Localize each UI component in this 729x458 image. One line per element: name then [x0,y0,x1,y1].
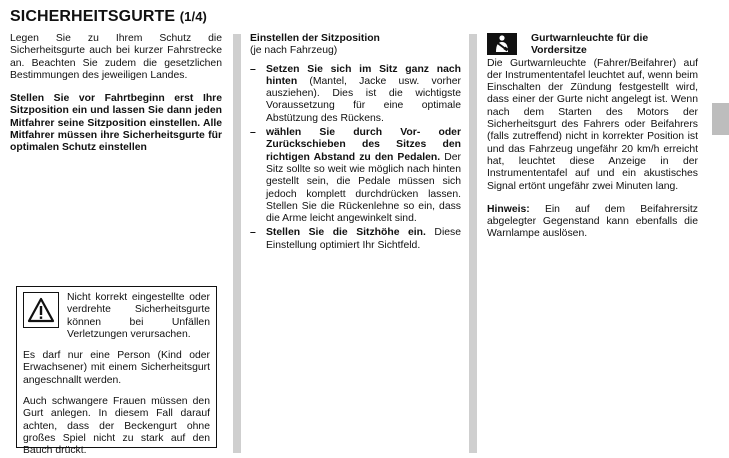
warning-one-person: Es darf nur eine Person (Kind oder Erwachsener) mit einem Sicherheitsgurt angeschnallt werden. [23,350,210,386]
list-item: – wählen Sie durch Vor- oder Zurückschieben des Sitzes den richtigen Abstand zu den Pedalen. Der Sitz sollte so weit wie möglich nach hinten gestellt sein, die Pedale müssen sich jedoch komplett durchdrücken lassen. Stellen Sie die Rückenlehne so ein, dass die Arme leicht angewinkelt sind. [250,127,461,225]
step-text: Diese Einstellung optimiert Ihr Sichtfeld. [266,227,461,251]
section-heading-lamp: Gurtwarnleuchte für die Vordersitze [531,33,649,57]
step-bold: Setzen Sie sich im Sitz ganz nach hinten [266,63,461,87]
seat-steps-list [250,64,461,252]
section-subheading: (je nach Fahrzeug) [250,45,338,57]
page-title [10,8,207,26]
note-text: Ein auf dem Beifahrersitz abgelegter Gegenstand kann ebenfalls die Warnlampe auslösen. [487,203,698,240]
column-3 [487,33,698,241]
warning-box [16,286,217,457]
column-2 [250,33,461,254]
column-divider-2 [469,34,477,453]
step-bold: Stellen Sie die Sitzhöhe ein. [266,227,426,239]
warning-triangle-icon [23,292,59,328]
seatbelt-icon [487,33,517,55]
lamp-description: Die Gurtwarnleuchte (Fahrer/Beifahrer) auf der Instrumententafel leuchtet auf, wenn beim Einschalten der Zündung festgestellt wird, dass einer der Gurte nicht angelegt ist. Wenn nach dem Starten des Motors der Sicherheitsgurt des Fahrers oder Beifahrers (falls zutreffend) nicht in korrekter Position ist und das Fahrzeug ungefähr 20 km/h erreicht hat, leuchtet diese Anzeige in der Instrumententafel auf und ein akustisches Signal ertönt ungefähr zwei Minuten lang. [487,57,698,192]
list-item: – Setzen Sie sich im Sitz ganz nach hinten (Mantel, Jacke usw. vorher ausziehen). Dies ist die wichtigste Voraussetzung für eine optimale Abstützung des Rückens. [250,63,461,124]
title-part: (1/4) [179,9,207,24]
step-text: (Mantel, Jacke usw. vorher ausziehen). Dies ist die wichtigste Voraussetzung für eine optimale Abstützung des Rückens. [266,75,461,124]
step-text: Der Sitz sollte so weit wie möglich nach hinten gestellt sein, die Pedale müssen sich jedoch komplett durchdrücken lassen. Stellen Sie die Rückenlehne so ein, dass die Arme leicht angewinkelt sind. [266,151,461,225]
column-1 [10,33,222,155]
warning-lead: Nicht korrekt eingestellte oder verdrehte Sicherheitsgurte können bei Unfällen Verletzungen verursachen. [67,292,210,340]
note-label: Hinweis: [487,203,530,215]
title-text: SICHERHEITSGURTE [10,8,176,25]
column-divider-1 [233,34,241,453]
step-bold: wählen Sie durch Vor- oder Zurückschieben des Sitzes den richtigen Abstand zu den Pedalen. [266,127,461,163]
seat-instruction-paragraph: Stellen Sie vor Fahrtbeginn erst Ihre Sitzposition ein und lassen Sie dann jeden Mitfahrer seine Sitzposition einstellen. Alle Mitfahrer müssen ihre Sicherheitsgurte für optimalen Schutz einstellen [10,93,222,154]
chapter-tab [712,103,729,135]
section-heading-seat: Einstellen der Sitzposition [250,33,380,44]
warning-pregnant: Auch schwangere Frauen müssen den Gurt anlegen. In diesem Fall darauf achten, dass der Beckengurt ohne großes Spiel nicht zu stark auf den Bauch drückt. [23,396,210,457]
intro-paragraph: Legen Sie zu Ihrem Schutz die Sicherheitsgurte auch bei kurzer Fahrstrecke an. Beachten Sie zudem die gesetzlichen Bestimmungen des jeweiligen Landes. [10,33,222,81]
list-item: – Stellen Sie die Sitzhöhe ein. Diese Einstellung optimiert Ihr Sichtfeld. [250,227,461,251]
